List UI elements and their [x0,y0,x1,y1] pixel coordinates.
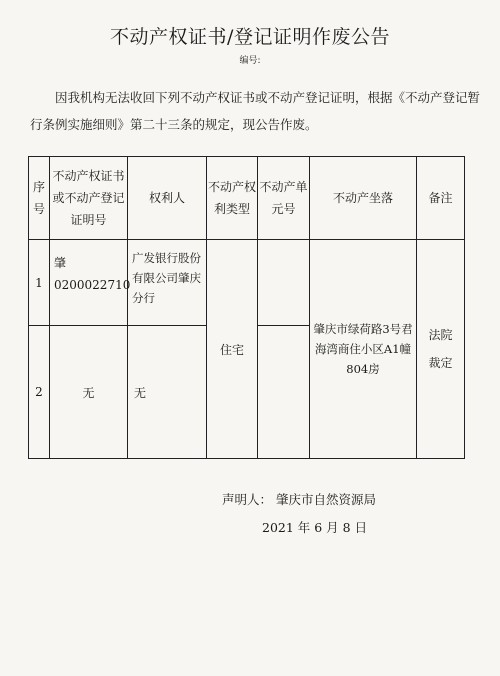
location-cell: 肇庆市绿荷路3号君海湾商住小区A1幢804房 [310,240,417,459]
row-number: 2 [29,326,50,459]
header-cert: 不动产权证书或不动产登记证明号 [50,157,128,240]
notice-title: 不动产权证书/登记证明作废公告 [110,26,390,48]
header-no: 序号 [29,157,50,240]
owner-cell: 广发银行股份有限公司肇庆分行 [128,240,207,326]
notice-date: 2021 年 6 月 8 日 [262,520,368,535]
header-owner: 权利人 [128,157,207,240]
right-type-cell: 住宅 [207,240,258,459]
cert-number-cell: 无 [50,326,128,459]
header-unit: 不动产单元号 [258,157,310,240]
unit-cell [258,326,310,459]
void-certificate-table [28,156,465,459]
declarer: 声明人： 肇庆市自然资源局 [222,492,376,507]
remark-cell: 法院裁定 [417,240,465,459]
table-row [29,240,465,326]
table-header-row [29,157,465,240]
cert-number: 0200022710 [54,278,131,292]
notice-body: 因我机构无法收回下列不动产权证书或不动产登记证明，根据《不动产登记暂行条例实施细则》第二十三条的规定，现公告作废。 [30,90,481,132]
unit-cell [258,240,310,326]
header-location: 不动产坐落 [310,157,417,240]
cert-number-cell [50,240,131,326]
cert-prefix: 肇 [54,256,67,270]
header-remark: 备注 [417,157,465,240]
header-right-type: 不动产权利类型 [207,157,258,240]
row-number: 1 [29,240,50,326]
owner-cell: 无 [128,326,207,459]
serial-label: 编号: [239,56,261,66]
